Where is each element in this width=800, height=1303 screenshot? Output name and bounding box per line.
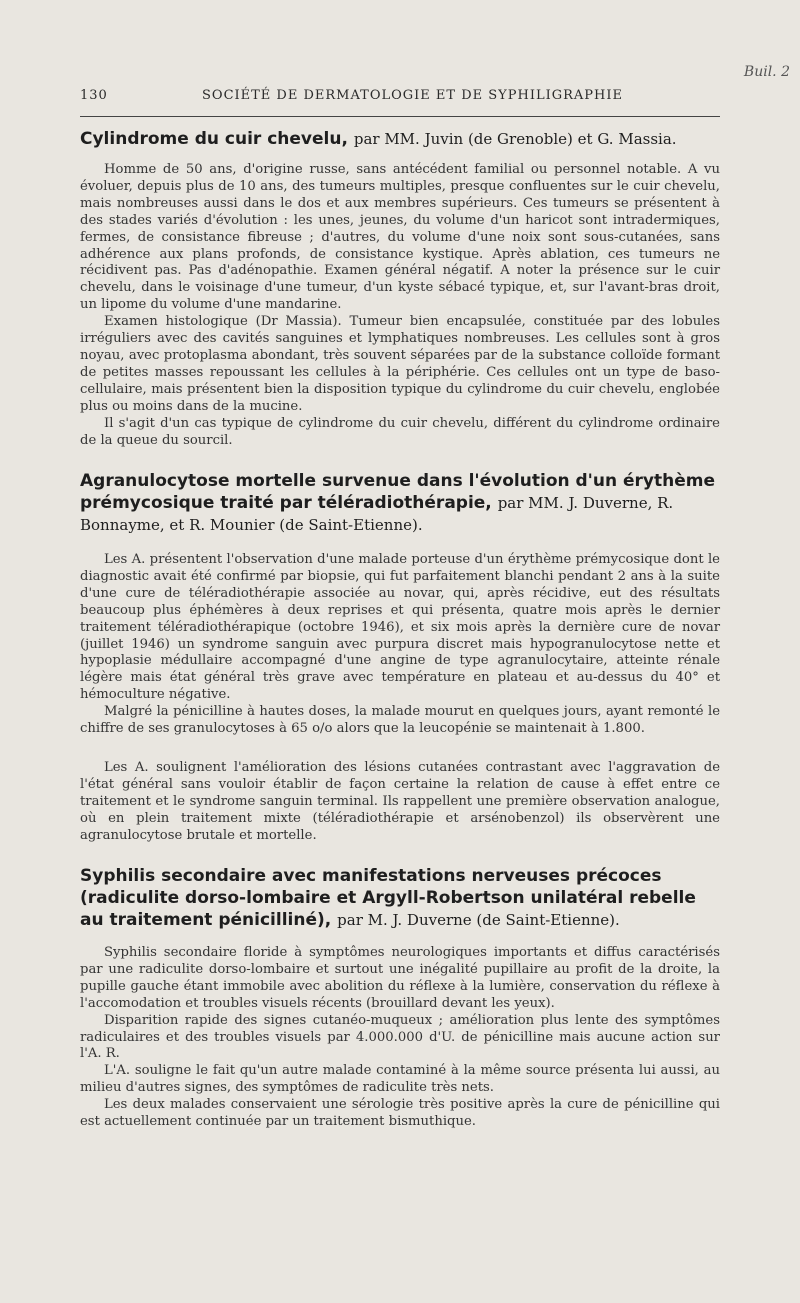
article-authors: par MM. Juvin (de Grenoble) et G. Massia. — [353, 130, 677, 148]
margin-note: Buil. 2 — [743, 64, 790, 80]
article-title: Syphilis secondaire avec manifestations nerveuses précoces (radiculite dorso-lombaire et Argyll-Robertson unilatéral rebelle au traitement pénicilliné), — [80, 866, 696, 930]
article-authors: par MM. J. Duverne, R. Bonnayme, et R. Mounier (de Saint-Etienne). — [80, 494, 674, 534]
page-number: 130 — [80, 88, 108, 103]
article-body — [80, 552, 720, 845]
article-authors: par M. J. Duverne (de Saint-Etienne). — [337, 911, 620, 929]
article-body — [80, 945, 720, 1131]
article-agranulocytose — [80, 470, 720, 845]
journal-title: SOCIÉTÉ DE DERMATOLOGIE ET DE SYPHILIGRAPHIE — [202, 88, 624, 103]
paragraph: Disparition rapide des signes cutanéo-muqueux ; amélioration plus lente des symptômes radiculaires et des troubles visuels par 4.000.000 d'U. de pénicilline mais aucune action sur l'A. R. — [80, 1012, 720, 1062]
article-heading — [80, 865, 720, 931]
paragraph: Les A. soulignent l'amélioration des lésions cutanées contrastant avec l'aggravation de l'état général sans vouloir établir de façon certaine la relation de cause à effet entre ce traitement et le syndrome sanguin terminal. Ils rappellent une première observation analogue, où en plein traitement mixte (téléradiothérapie et arsénobenzol) ils observèrent une agranulocytose brutale et mortelle. — [80, 759, 720, 843]
paragraph: Examen histologique (Dr Massia). Tumeur bien encapsulée, constituée par des lobules irréguliers avec des cavités sanguines et lymphatiques nombreuses. Les cellules sont à gros noyau, avec protoplasma abondant, très souvent séparées par de la substance colloïde formant de petites masses repoussant les cellules à la périphérie. Ces cellules ont un type de baso-cellulaire, mais présentent bien la disposition typique du cylindrome du cuir chevelu, englobée plus ou moins dans de la mucine. — [80, 314, 720, 414]
article-heading — [80, 470, 720, 536]
article-syphilis — [80, 865, 720, 1131]
article-title: Agranulocytose mortelle survenue dans l'évolution d'un érythème prémycosique traité par téléradiothérapie, — [80, 471, 716, 513]
paragraph: Syphilis secondaire floride à symptômes neurologiques importants et diffus caractérisés par une radiculite dorso-lombaire et surtout une inégalité pupillaire au profit de la droite, la pupille gauche étant immobile avec abolition du réflexe à la lumière, conservation du réflexe à l'accomodation et troubles visuels récents (brouillard devant les yeux). — [80, 945, 720, 1011]
article-body — [80, 162, 720, 449]
paragraph: Les A. présentent l'observation d'une malade porteuse d'un érythème prémycosique dont le diagnostic avait été confirmé par biopsie, qui fut parfaitement blanchi pendant 2 ans à la suite d'une cure de téléradiothérapie associée au novar, qui, après récidive, eut des résultats beaucoup plus éphémères à deux reprises et qui présenta, quatre mois après le dernier traitement téléradiothérapique (octobre 1946), et six mois après la dernière cure de novar (juillet 1946) un syndrome sanguin avec purpura discret mais hypogranulocytose nette et hypoplasie médullaire accompagné d'une angine de type agranulocytaire, atteinte rénale légère mais état général très grave avec température en plateau et au-dessus du 40° et hémoculture négative. — [80, 552, 720, 703]
paragraph: Homme de 50 ans, d'origine russe, sans antécédent familial ou personnel notable. A vu évoluer, depuis plus de 10 ans, des tumeurs multiples, presque confluentes sur le cuir chevelu, mais nombreuses aussi dans le dos et aux membres supérieurs. Ces tumeurs se présentent à des stades variés d'évolution : les unes, jeunes, du volume d'un haricot sont intradermiques, fermes, de consistance fibreuse ; d'autres, du volume d'une noix sont sous-cutanées, sans adhérence aux plans profonds, de consistance kystique. Après ablation, ces tumeurs ne récidivent pas. Pas d'adénopathie. Examen général négatif. A noter la présence sur le cuir chevelu, dans le voisinage d'une tumeur, d'un kyste sébacé typique, et, sur l'avant-bras droit, un lipome du volume d'une mandarine. — [80, 162, 720, 313]
paragraph: L'A. souligne le fait qu'un autre malade contaminé à la même source présenta lui aussi, au milieu d'autres signes, des symptômes de radiculite très nets. — [80, 1063, 720, 1096]
article-heading — [80, 128, 720, 150]
paragraph: Malgré la pénicilline à hautes doses, la malade mourut en quelques jours, ayant remonté le chiffre de ses granulocytoses à 65 o/o alors que la leucopénie se maintenait à 1.800. — [80, 704, 720, 737]
article-cylindrome — [80, 128, 720, 449]
paragraph: Les deux malades conservaient une sérologie très positive après la cure de pénicilline qui est actuellement continuée par un traitement bismuthique. — [80, 1097, 720, 1130]
article-title: Cylindrome du cuir chevelu, — [80, 129, 348, 149]
paragraph: Il s'agit d'un cas typique de cylindrome du cuir chevelu, différent du cylindrome ordinaire de la queue du sourcil. — [80, 415, 720, 448]
header-rule — [80, 116, 720, 117]
